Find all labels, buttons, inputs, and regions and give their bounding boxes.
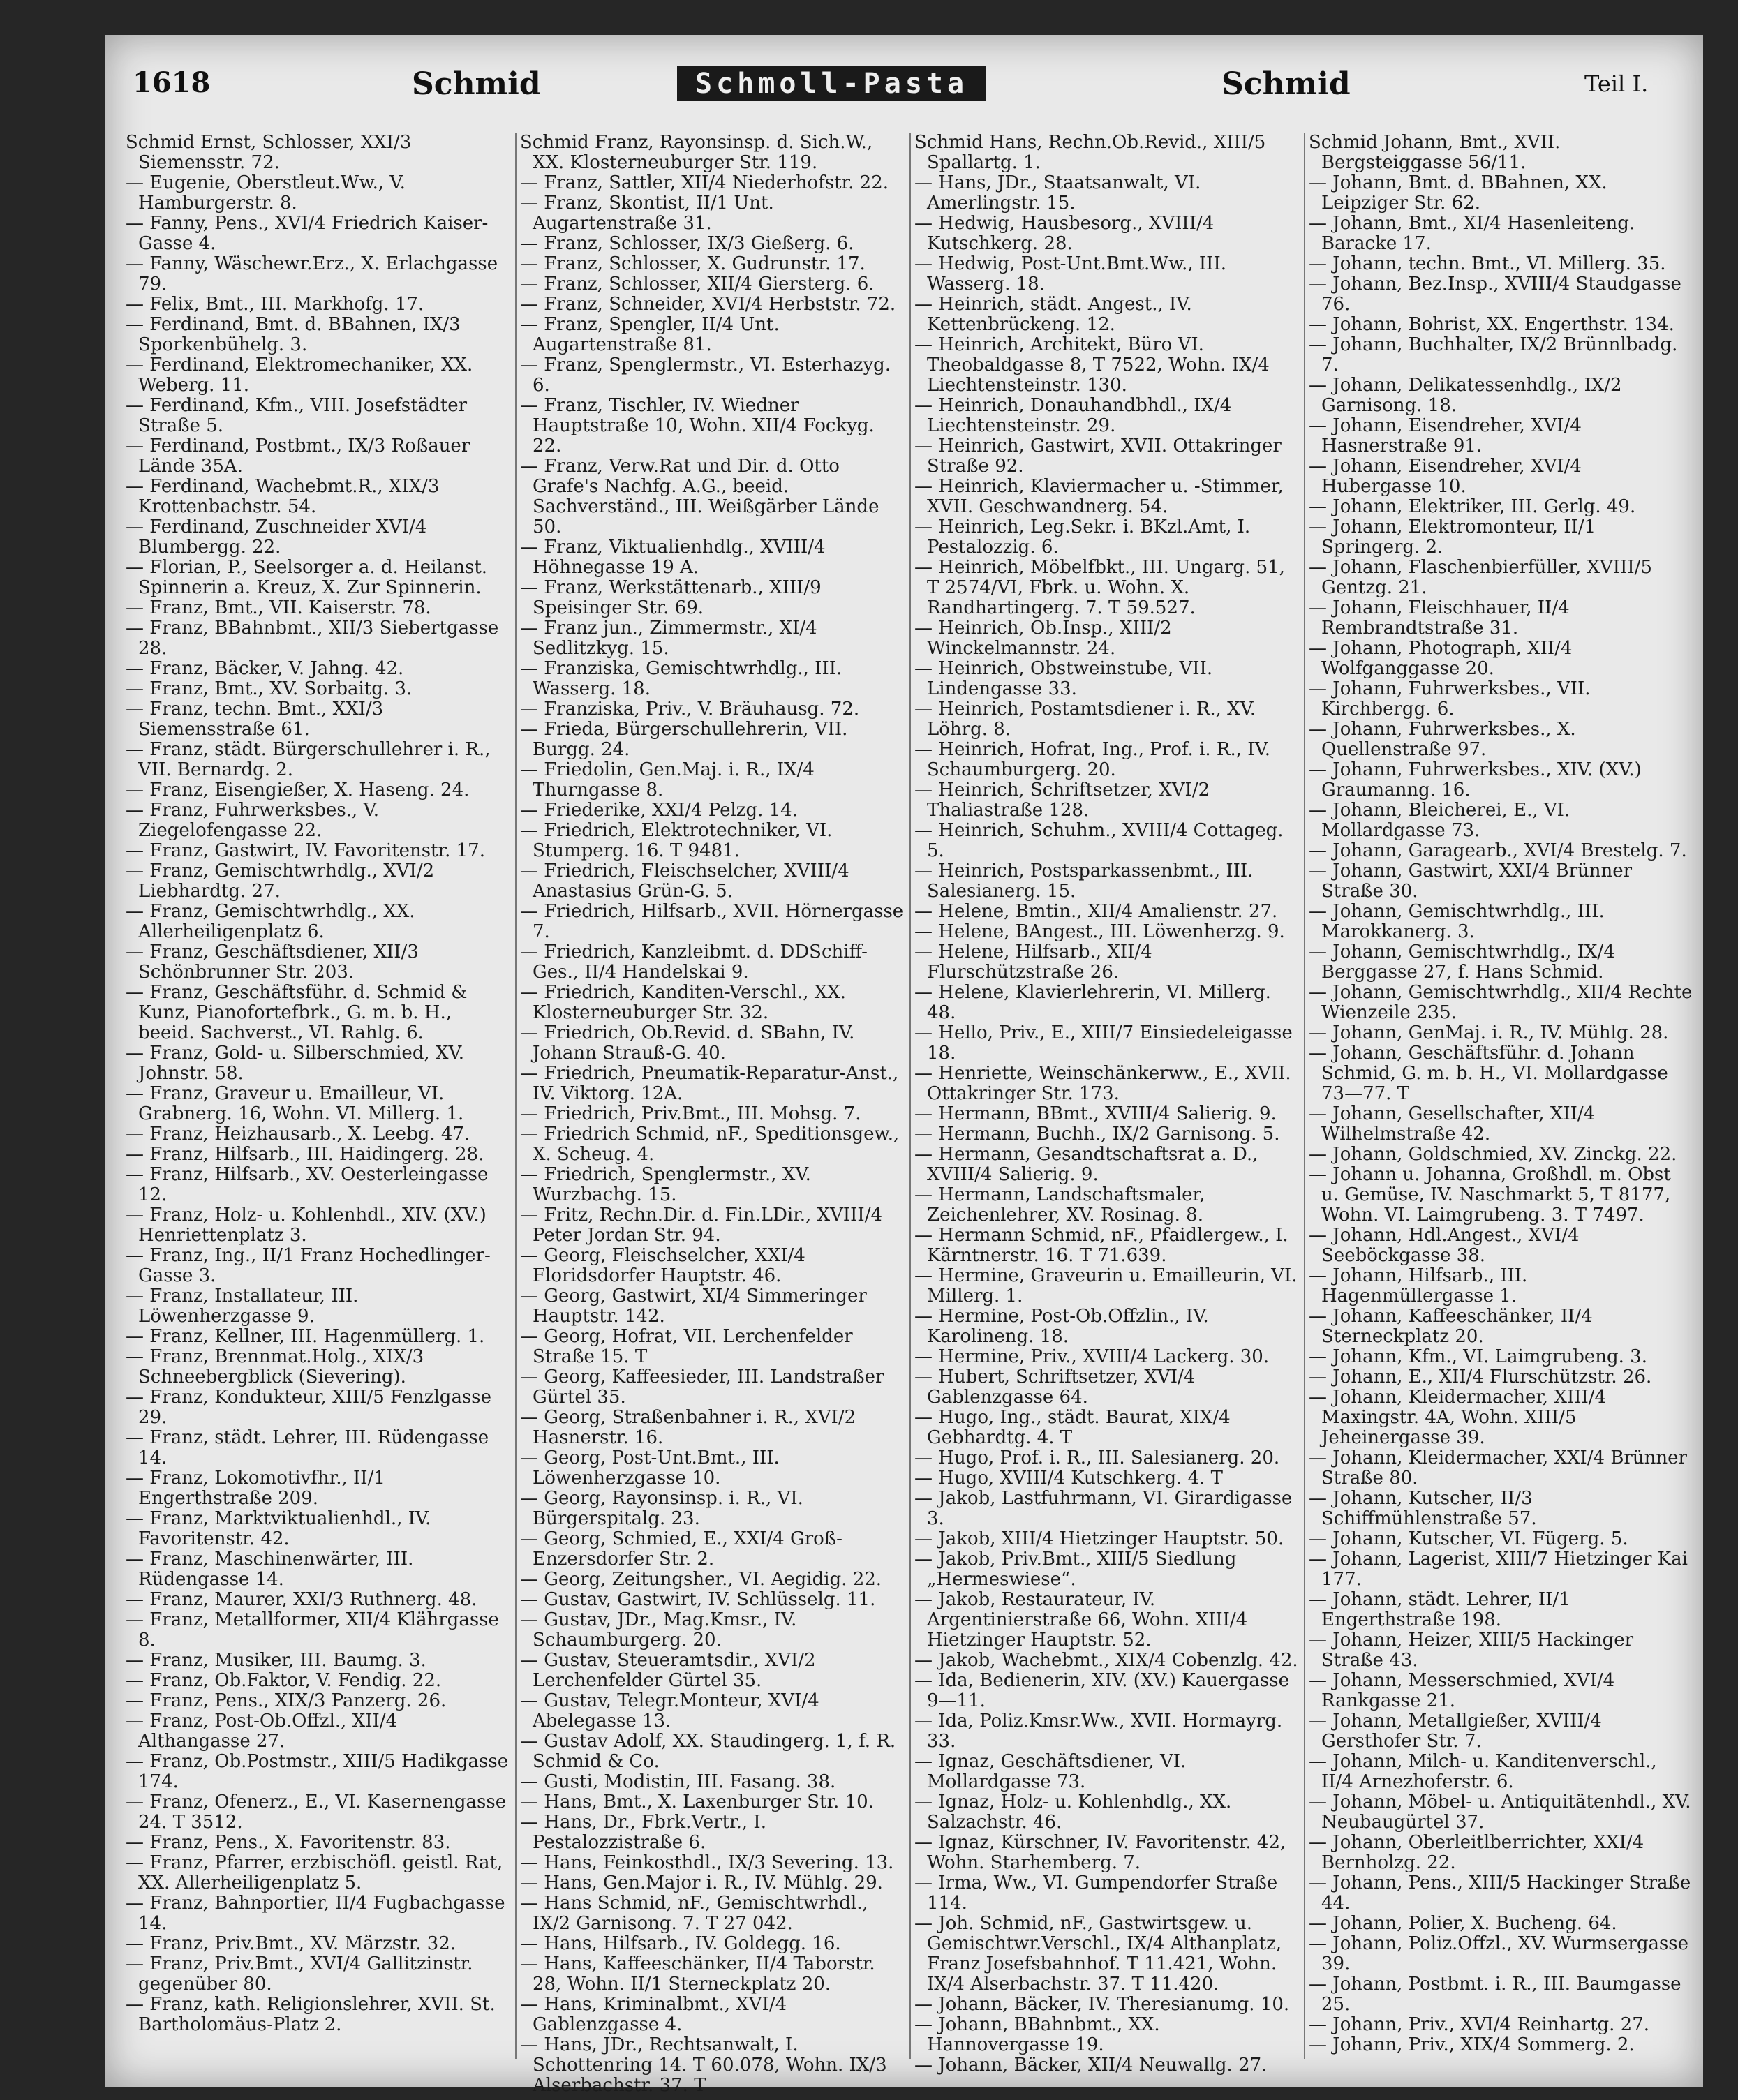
- directory-entry: Schmid Hans, Rechn.Ob.Revid., XIII/5 Spallartg. 1.: [914, 132, 1266, 173]
- directory-entry: — Hans, Dr., Fbrk.Vertr., I. Pestalozzistraße 6.: [520, 1812, 766, 1853]
- directory-entry: — Hedwig, Hausbesorg., XVIII/4 Kutschkerg. 28.: [914, 213, 1215, 254]
- directory-entry: — Franz, Ofenerz., E., VI. Kasernengasse 24. T 3512.: [126, 1792, 507, 1833]
- directory-entry: — Johann, Gastwirt, XXI/4 Brünner Straße 30.: [1309, 861, 1633, 902]
- directory-columns: [126, 132, 1693, 2096]
- directory-entry: — Georg, Hofrat, VII. Lerchenfelder Straße 15. T: [520, 1326, 853, 1367]
- directory-entry: — Heinrich, Schriftsetzer, XVI/2 Thaliastraße 128.: [914, 780, 1210, 821]
- directory-entry: — Franz, Ob.Postmstr., XIII/5 Hadikgasse 174.: [126, 1751, 509, 1792]
- directory-entry: — Johann, Bmt. d. BBahnen, XX. Leipziger Str. 62.: [1309, 172, 1607, 214]
- directory-entry: — Johann u. Johanna, Großhdl. m. Obst u. Gemüse, IV. Naschmarkt 5, T 8177, Wohn. VI. Laimgrubeng. 3. T 7497.: [1309, 1164, 1671, 1226]
- directory-entry: — Heinrich, Postamtsdiener i. R., XV. Löhrg. 8.: [914, 699, 1256, 740]
- directory-entry: — Hubert, Schriftsetzer, XVI/4 Gablenzgasse 64.: [914, 1367, 1196, 1408]
- directory-entry: — Franz, Bmt., VII. Kaiserstr. 78.: [126, 597, 431, 618]
- directory-entry: — Franz, Lokomotivfhr., II/1 Engerthstraße 209.: [126, 1468, 385, 1509]
- directory-entry: — Helene, Klavierlehrerin, VI. Millerg. 48.: [914, 982, 1271, 1023]
- directory-entry: — Ferdinand, Wachebmt.R., XIX/3 Krottenbachstr. 54.: [126, 476, 440, 517]
- directory-entry: — Franz, Installateur, III. Löwenherzgasse 9.: [126, 1286, 359, 1327]
- directory-entry: — Franz, Bmt., XV. Sorbaitg. 3.: [126, 678, 413, 699]
- directory-entry: — Johann, Milch- u. Kanditenverschl., II/4 Arnezhoferstr. 6.: [1309, 1751, 1657, 1792]
- directory-entry: — Ignaz, Holz- u. Kohlenhdlg., XX. Salzachstr. 46.: [914, 1792, 1232, 1833]
- directory-entry: — Johann, Bäcker, IV. Theresianumg. 10.: [914, 1994, 1290, 2015]
- directory-entry: — Johann, städt. Lehrer, II/1 Engerthstraße 198.: [1309, 1589, 1570, 1630]
- directory-entry: — Johann, GenMaj. i. R., IV. Mühlg. 28.: [1309, 1022, 1669, 1043]
- directory-entry: — Franz, Musiker, III. Baumg. 3.: [126, 1650, 426, 1671]
- directory-entry: — Hans, Hilfsarb., IV. Goldegg. 16.: [520, 1933, 841, 1954]
- directory-entry: — Heinrich, Gastwirt, XVII. Ottakringer Straße 92.: [914, 435, 1282, 477]
- directory-entry: — Hans, Bmt., X. Laxenburger Str. 10.: [520, 1792, 874, 1812]
- directory-entry: — Johann, Kutscher, VI. Fügerg. 5.: [1309, 1528, 1628, 1549]
- directory-entry: — Franz, Verw.Rat und Dir. d. Otto Grafe's Nachfg. A.G., beeid. Sachverständ., III. Weißgärber Lände 50.: [520, 456, 879, 537]
- directory-entry: — Johann, Postbmt. i. R., III. Baumgasse 25.: [1309, 1974, 1681, 2015]
- directory-entry: — Franz, Marktviktualienhdl., IV. Favoritenstr. 42.: [126, 1508, 431, 1549]
- directory-entry: — Franz, Skontist, II/1 Unt. Augartenstraße 31.: [520, 193, 774, 234]
- directory-entry: — Franz, städt. Lehrer, III. Rüdengasse 14.: [126, 1427, 489, 1468]
- directory-entry: — Franz, Eisengießer, X. Haseng. 24.: [126, 780, 470, 800]
- directory-entry: — Frieda, Bürgerschullehrerin, VII. Burgg. 24.: [520, 719, 848, 760]
- directory-entry: — Ignaz, Geschäftsdiener, VI. Mollardgasse 73.: [914, 1751, 1187, 1792]
- directory-entry: — Helene, Hilfsarb., XII/4 Flurschützstraße 26.: [914, 941, 1152, 983]
- directory-entry: — Hedwig, Post-Unt.Bmt.Ww., III. Wasserg. 18.: [914, 253, 1226, 295]
- directory-entry: — Hello, Priv., E., XIII/7 Einsiedeleigasse 18.: [914, 1022, 1293, 1064]
- directory-entry: — Hermann, Landschaftsmaler, Zeichenlehrer, XV. Rosinag. 8.: [914, 1184, 1205, 1226]
- directory-entry: — Hans Schmid, nF., Gemischtwrhdl., IX/2 Garnisong. 7. T 27 042.: [520, 1893, 868, 1934]
- directory-entry: — Johann, Hdl.Angest., XVI/4 Seeböckgasse 38.: [1309, 1225, 1580, 1266]
- directory-entry: — Johann, Bohrist, XX. Engerthstr. 134.: [1309, 314, 1674, 335]
- directory-page: [105, 35, 1703, 2096]
- directory-entry: — Florian, P., Seelsorger a. d. Heilanst. Spinnerin a. Kreuz, X. Zur Spinnerin.: [126, 557, 488, 598]
- directory-entry: — Franz, Bahnportier, II/4 Fugbachgasse 14.: [126, 1893, 505, 1934]
- directory-entry: — Franz, Gemischtwrhdlg., XX. Allerheiligenplatz 6.: [126, 901, 415, 942]
- directory-entry: — Johann, Buchhalter, IX/2 Brünnlbadg. 7.: [1309, 334, 1678, 375]
- column-4: [1309, 133, 1693, 2073]
- directory-entry: — Franz, Ing., II/1 Franz Hochedlinger-Gasse 3.: [126, 1245, 491, 1286]
- directory-entry: — Johann, Photograph, XII/4 Wolfganggasse 20.: [1309, 638, 1573, 679]
- directory-entry: — Johann, Goldschmied, XV. Zinckg. 22.: [1309, 1144, 1677, 1165]
- directory-entry: — Friedrich, Hilfsarb., XVII. Hörnergasse 7.: [520, 901, 904, 942]
- directory-entry: — Franz, Schlosser, IX/3 Gießerg. 6.: [520, 233, 854, 254]
- directory-entry: — Heinrich, Hofrat, Ing., Prof. i. R., IV. Schaumburgerg. 20.: [914, 739, 1271, 780]
- directory-entry: — Hans, JDr., Rechtsanwalt, I. Schottenring 14. T 60.078, Wohn. IX/3 Alserbachstr. 37. T: [520, 2034, 887, 2096]
- directory-entry: — Franz, Werkstättenarb., XIII/9 Speisinger Str. 69.: [520, 577, 822, 618]
- directory-entry: — Franz, Pens., XIX/3 Panzerg. 26.: [126, 1690, 447, 1711]
- directory-entry: — Franziska, Priv., V. Bräuhausg. 72.: [520, 699, 860, 720]
- directory-entry: — Johann, Bmt., XI/4 Hasenleiteng. Baracke 17.: [1309, 213, 1635, 254]
- directory-entry: Schmid Franz, Rayonsinsp. d. Sich.W., XX. Klosterneuburger Str. 119.: [520, 132, 873, 173]
- directory-entry: — Franz, Priv.Bmt., XVI/4 Gallitzinstr. gegenüber 80.: [126, 1953, 473, 1995]
- directory-entry: — Johann, Polier, X. Bucheng. 64.: [1309, 1913, 1617, 1934]
- directory-entry: — Heinrich, Ob.Insp., XIII/2 Winckelmannstr. 24.: [914, 618, 1172, 659]
- directory-entry: — Franz, Gemischtwrhdlg., XVI/2 Liebhardtg. 27.: [126, 861, 435, 902]
- directory-entry: — Franz, kath. Religionslehrer, XVII. St. Bartholomäus-Platz 2.: [126, 1994, 496, 2035]
- directory-entry: — Jakob, Wachebmt., XIX/4 Cobenzlg. 42.: [914, 1650, 1298, 1671]
- directory-entry: — Johann, Kleidermacher, XXI/4 Brünner Straße 80.: [1309, 1447, 1687, 1489]
- directory-entry: — Hugo, Prof. i. R., III. Salesianerg. 20.: [914, 1447, 1280, 1468]
- directory-entry: — Heinrich, Postsparkassenbmt., III. Salesianerg. 15.: [914, 861, 1254, 902]
- directory-entry: — Hugo, Ing., städt. Baurat, XIX/4 Gebhardtg. 4. T: [914, 1407, 1231, 1448]
- directory-entry: — Friedrich, Ob.Revid. d. SBahn, IV. Johann Strauß-G. 40.: [520, 1022, 855, 1064]
- directory-entry: — Johann, Fuhrwerksbes., X. Quellenstraße 97.: [1309, 719, 1576, 760]
- directory-entry: — Franz, BBahnbmt., XII/3 Siebertgasse 28.: [126, 618, 499, 659]
- directory-entry: — Franz, Spengler, II/4 Unt. Augartenstraße 81.: [520, 314, 780, 355]
- directory-entry: — Johann, Bez.Insp., XVIII/4 Staudgasse 76.: [1309, 274, 1681, 315]
- directory-entry: — Jakob, Lastfuhrmann, VI. Girardigasse 3.: [914, 1488, 1293, 1529]
- directory-entry: — Friedolin, Gen.Maj. i. R., IX/4 Thurngasse 8.: [520, 759, 815, 800]
- directory-entry: — Franz, Pfarrer, erzbischöfl. geistl. Rat, XX. Allerheiligenplatz 5.: [126, 1852, 503, 1893]
- directory-entry: — Franz, Tischler, IV. Wiedner Hauptstraße 10, Wohn. XII/4 Fockyg. 22.: [520, 395, 875, 456]
- directory-entry: — Joh. Schmid, nF., Gastwirtsgew. u. Gemischtwr.Verschl., IX/4 Althanplatz, Franz Josefsbahnhof. T 11.421, Wohn. IX/4 Alserbachstr. 37. T 11.420.: [914, 1913, 1282, 1995]
- column-3: [914, 132, 1298, 2076]
- directory-entry: — Georg, Rayonsinsp. i. R., VI. Bürgerspitalg. 23.: [520, 1488, 803, 1529]
- directory-entry: — Henriette, Weinschänkerww., E., XVII. Ottakringer Str. 173.: [914, 1063, 1291, 1104]
- directory-entry: — Georg, Gastwirt, XI/4 Simmeringer Hauptstr. 142.: [520, 1286, 867, 1327]
- header-name-left: Schmid: [412, 66, 541, 102]
- directory-entry: — Franz, Ob.Faktor, V. Fendig. 22.: [126, 1670, 442, 1691]
- directory-entry: — Friederike, XXI/4 Pelzg. 14.: [520, 800, 798, 821]
- directory-entry: — Georg, Fleischselcher, XXI/4 Floridsdorfer Hauptstr. 46.: [520, 1245, 805, 1286]
- directory-entry: — Johann, Garagearb., XVI/4 Brestelg. 7.: [1309, 840, 1687, 861]
- directory-entry: — Felix, Bmt., III. Markhofg. 17.: [126, 294, 424, 315]
- directory-entry: — Irma, Ww., VI. Gumpendorfer Straße 114.: [914, 1872, 1278, 1914]
- directory-entry: — Gusti, Modistin, III. Fasang. 38.: [520, 1771, 836, 1792]
- directory-entry: — Hermann, Gesandtschaftsrat a. D., XVIII/4 Salierig. 9.: [914, 1144, 1258, 1185]
- directory-entry: — Heinrich, städt. Angest., IV. Kettenbrückeng. 12.: [914, 294, 1192, 335]
- directory-entry: — Friedrich, Kanditen-Verschl., XX. Klosterneuburger Str. 32.: [520, 982, 847, 1023]
- directory-entry: — Franz, Spenglermstr., VI. Esterhazyg. 6.: [520, 355, 891, 396]
- directory-entry: — Fritz, Rechn.Dir. d. Fin.LDir., XVIII/4 Peter Jordan Str. 94.: [520, 1205, 882, 1246]
- directory-entry: — Franz, Hilfsarb., III. Haidingerg. 28.: [126, 1144, 484, 1165]
- directory-entry: — Johann, E., XII/4 Flurschützstr. 26.: [1309, 1367, 1652, 1387]
- directory-entry: — Fanny, Wäschewr.Erz., X. Erlachgasse 79.: [126, 253, 498, 295]
- directory-entry: — Franz, Brennmat.Holg., XIX/3 Schneebergblick (Sievering).: [126, 1346, 424, 1387]
- directory-entry: — Gustav, JDr., Mag.Kmsr., IV. Schaumburgerg. 20.: [520, 1609, 797, 1651]
- directory-entry: — Johann, BBahnbmt., XX. Hannovergasse 19.: [914, 2014, 1160, 2055]
- directory-entry: — Johann, Fuhrwerksbes., VII. Kirchbergg. 6.: [1309, 678, 1591, 720]
- directory-entry: — Gustav, Telegr.Monteur, XVI/4 Abelegasse 13.: [520, 1690, 819, 1732]
- directory-entry: — Heinrich, Architekt, Büro VI. Theobaldgasse 8, T 7522, Wohn. IX/4 Liechtensteinstr. 130.: [914, 334, 1270, 396]
- directory-entry: — Franz, Geschäftsdiener, XII/3 Schönbrunner Str. 203.: [126, 941, 419, 983]
- directory-entry: — Johann, techn. Bmt., VI. Millerg. 35.: [1309, 253, 1666, 274]
- directory-entry: — Franz, Metallformer, XII/4 Klährgasse 8.: [126, 1609, 499, 1651]
- directory-entry: — Eugenie, Oberstleut.Ww., V. Hamburgerstr. 8.: [126, 172, 406, 214]
- directory-entry: — Franz, Fuhrwerksbes., V. Ziegelofengasse 22.: [126, 800, 379, 841]
- directory-entry: — Friedrich, Spenglermstr., XV. Wurzbachg. 15.: [520, 1164, 811, 1205]
- directory-entry: — Friedrich, Priv.Bmt., III. Mohsg. 7.: [520, 1103, 861, 1124]
- directory-entry: — Ferdinand, Zuschneider XVI/4 Blumbergg. 22.: [126, 516, 427, 558]
- directory-entry: — Johann, Fleischhauer, II/4 Rembrandtstraße 31.: [1309, 597, 1570, 639]
- directory-entry: — Heinrich, Klaviermacher u. -Stimmer, XVII. Geschwandnerg. 54.: [914, 476, 1284, 517]
- directory-entry: — Johann, Elektromonteur, II/1 Springerg. 2.: [1309, 516, 1596, 558]
- directory-entry: — Hans, JDr., Staatsanwalt, VI. Amerlingstr. 15.: [914, 172, 1201, 214]
- directory-entry: — Franz, Gastwirt, IV. Favoritenstr. 17.: [126, 840, 485, 861]
- directory-entry: — Franziska, Gemischtwrhdlg., III. Wasserg. 18.: [520, 658, 842, 699]
- directory-entry: Schmid Ernst, Schlosser, XXI/3 Siemensstr. 72.: [126, 132, 412, 173]
- directory-entry: — Georg, Post-Unt.Bmt., III. Löwenherzgasse 10.: [520, 1447, 780, 1489]
- directory-entry: — Ferdinand, Bmt. d. BBahnen, IX/3 Sporkenbühelg. 3.: [126, 314, 461, 355]
- directory-entry: — Ferdinand, Kfm., VIII. Josefstädter Straße 5.: [126, 395, 468, 436]
- directory-entry: — Helene, BAngest., III. Löwenherzg. 9.: [914, 921, 1285, 942]
- directory-entry: — Franz, Kondukteur, XIII/5 Fenzlgasse 29.: [126, 1387, 492, 1428]
- directory-entry: — Ida, Bedienerin, XIV. (XV.) Kauergasse 9—11.: [914, 1670, 1289, 1711]
- directory-entry: — Gustav Adolf, XX. Staudingerg. 1, f. R. Schmid & Co.: [520, 1731, 896, 1772]
- directory-entry: — Hans, Kaffeeschänker, II/4 Taborstr. 28, Wohn. II/1 Sterneckplatz 20.: [520, 1953, 875, 1995]
- directory-entry: — Hermine, Graveurin u. Emailleurin, VI. Millerg. 1.: [914, 1265, 1298, 1306]
- directory-entry: — Hermann Schmid, nF., Pfaidlergew., I. Kärntnerstr. 16. T 71.639.: [914, 1225, 1288, 1266]
- directory-entry: — Franz, Schneider, XVI/4 Herbststr. 72.: [520, 294, 896, 315]
- directory-entry: — Franz, Post-Ob.Offzl., XII/4 Althangasse 27.: [126, 1711, 398, 1752]
- directory-entry: — Georg, Schmied, E., XXI/4 Groß-Enzersdorfer Str. 2.: [520, 1528, 842, 1570]
- directory-entry: — Gustav, Steueramtsdir., XVI/2 Lerchenfelder Gürtel 35.: [520, 1650, 816, 1691]
- directory-entry: — Johann, Delikatessenhdlg., IX/2 Garnisong. 18.: [1309, 375, 1622, 416]
- directory-entry: — Ida, Poliz.Kmsr.Ww., XVII. Hormayrg. 33.: [914, 1711, 1283, 1752]
- directory-entry: — Hans, Gen.Major i. R., IV. Mühlg. 29.: [520, 1872, 883, 1893]
- directory-entry: — Franz, Graveur u. Emailleur, VI. Grabnerg. 16, Wohn. VI. Millerg. 1.: [126, 1083, 464, 1124]
- directory-entry: — Ferdinand, Elektromechaniker, XX. Weberg. 11.: [126, 355, 473, 396]
- directory-entry: — Johann, Kfm., VI. Laimgrubeng. 3.: [1309, 1346, 1647, 1367]
- directory-entry: — Friedrich, Pneumatik-Reparatur-Anst., IV. Viktorg. 12A.: [520, 1063, 899, 1104]
- directory-entry: — Johann, Eisendreher, XVI/4 Hubergasse 10.: [1309, 456, 1582, 497]
- directory-entry: — Ferdinand, Postbmt., IX/3 Roßauer Lände 35A.: [126, 435, 470, 477]
- directory-entry: — Johann, Bleicherei, E., VI. Mollardgasse 73.: [1309, 800, 1570, 841]
- page-number: 1618: [133, 66, 211, 99]
- directory-entry: — Hermann, Buchh., IX/2 Garnisong. 5.: [914, 1124, 1280, 1145]
- directory-entry: — Jakob, Restaurateur, IV. Argentinierstraße 66, Wohn. XIII/4 Hietzinger Hauptstr. 52.: [914, 1589, 1248, 1651]
- directory-entry: — Johann, Oberleitlberrichter, XXI/4 Bernholzg. 22.: [1309, 1832, 1644, 1873]
- directory-entry: — Johann, Kleidermacher, XIII/4 Maxingstr. 4A, Wohn. XIII/5 Jeheinergasse 39.: [1309, 1387, 1607, 1448]
- directory-entry: — Heinrich, Möbelfbkt., III. Ungarg. 51, T 2574/VI, Fbrk. u. Wohn. X. Randhartingerg. 7. T 59.527.: [914, 557, 1285, 618]
- directory-entry: — Franz, Schlosser, XII/4 Giersterg. 6.: [520, 274, 875, 295]
- directory-entry: — Johann, Bäcker, XII/4 Neuwallg. 27.: [914, 2055, 1268, 2076]
- directory-entry: — Gustav, Gastwirt, IV. Schlüsselg. 11.: [520, 1589, 876, 1610]
- directory-entry: — Johann, Priv., XIX/4 Sommerg. 2.: [1309, 2034, 1635, 2055]
- directory-entry: — Franz, Viktualienhdlg., XVIII/4 Höhnegasse 19 A.: [520, 537, 826, 578]
- directory-entry: — Hermann, BBmt., XVIII/4 Salierig. 9.: [914, 1103, 1277, 1124]
- directory-entry: — Franz, Hilfsarb., XV. Oesterleingasse 12.: [126, 1164, 489, 1205]
- directory-entry: — Franz, Maschinenwärter, III. Rüdengasse 14.: [126, 1549, 414, 1590]
- directory-entry: — Hermine, Priv., XVIII/4 Lackerg. 30.: [914, 1346, 1270, 1367]
- directory-entry: — Heinrich, Schuhm., XVIII/4 Cottageg. 5.: [914, 820, 1284, 861]
- header-part: Teil I.: [1584, 70, 1649, 97]
- directory-entry: — Johann, Heizer, XIII/5 Hackinger Straße 43.: [1309, 1630, 1634, 1671]
- directory-entry: — Johann, Elektriker, III. Gerlg. 49.: [1309, 496, 1636, 517]
- directory-entry: — Johann, Hilfsarb., III. Hagenmüllergasse 1.: [1309, 1265, 1528, 1306]
- directory-entry: — Heinrich, Leg.Sekr. i. BKzl.Amt, I. Pestalozzig. 6.: [914, 516, 1251, 558]
- directory-entry: — Hans, Kriminalbmt., XVI/4 Gablenzgasse 4.: [520, 1994, 787, 2035]
- directory-entry: — Franz, Schlosser, X. Gudrunstr. 17.: [520, 253, 866, 274]
- directory-entry: — Franz, Bäcker, V. Jahng. 42.: [126, 658, 404, 679]
- directory-entry: — Heinrich, Obstweinstube, VII. Lindengasse 33.: [914, 658, 1213, 699]
- directory-entry: — Franz, Geschäftsführ. d. Schmid & Kunz, Pianofortefbrk., G. m. b. H., beeid. Sachverst., VI. Rahlg. 6.: [126, 982, 468, 1043]
- directory-entry: — Georg, Kaffeesieder, III. Landstraßer Gürtel 35.: [520, 1367, 884, 1408]
- page-header: [105, 66, 1703, 115]
- directory-entry: — Franz, Heizhausarb., X. Leebg. 47.: [126, 1124, 470, 1145]
- directory-entry: — Johann, Messerschmied, XVI/4 Rankgasse 21.: [1309, 1670, 1615, 1711]
- directory-entry: — Hans, Feinkosthdl., IX/3 Severing. 13.: [520, 1852, 894, 1873]
- directory-entry: — Johann, Flaschenbierfüller, XVIII/5 Gentzg. 21.: [1309, 557, 1652, 598]
- directory-entry: — Johann, Eisendreher, XVI/4 Hasnerstraße 91.: [1309, 415, 1582, 456]
- directory-entry: — Georg, Zeitungsher., VI. Aegidig. 22.: [520, 1569, 882, 1590]
- directory-entry: — Friedrich Schmid, nF., Speditionsgew., X. Scheug. 4.: [520, 1124, 900, 1165]
- directory-entry: — Franz, Holz- u. Kohlenhdl., XIV. (XV.) Henriettenplatz 3.: [126, 1205, 487, 1246]
- directory-entry: — Jakob, Priv.Bmt., XIII/5 Siedlung „Hermeswiese“.: [914, 1549, 1237, 1590]
- directory-entry: — Heinrich, Donauhandbhdl., IX/4 Liechtensteinstr. 29.: [914, 395, 1232, 436]
- directory-entry: — Ignaz, Kürschner, IV. Favoritenstr. 42, Wohn. Starhemberg. 7.: [914, 1832, 1286, 1873]
- directory-entry: — Friedrich, Fleischselcher, XVIII/4 Anastasius Grün-G. 5.: [520, 861, 849, 902]
- directory-entry: — Johann, Metallgießer, XVIII/4 Gersthofer Str. 7.: [1309, 1711, 1602, 1752]
- directory-entry: Schmid Johann, Bmt., XVII. Bergsteiggasse 56/11.: [1309, 132, 1561, 173]
- directory-entry: — Johann, Lagerist, XIII/7 Hietzinger Kai 177.: [1309, 1549, 1688, 1590]
- directory-entry: — Franz, Priv.Bmt., XV. Märzstr. 32.: [126, 1933, 456, 1954]
- directory-entry: — Johann, Kutscher, II/3 Schiffmühlenstraße 57.: [1309, 1488, 1537, 1529]
- directory-entry: — Franz, städt. Bürgerschullehrer i. R., VII. Bernardg. 2.: [126, 739, 491, 780]
- header-name-right: Schmid: [1221, 66, 1351, 102]
- directory-entry: — Helene, Bmtin., XII/4 Amalienstr. 27.: [914, 901, 1278, 922]
- directory-entry: — Johann, Möbel- u. Antiquitätenhdl., XV. Neubaugürtel 37.: [1309, 1792, 1691, 1833]
- directory-entry: — Johann, Gemischtwrhdlg., XII/4 Rechte Wienzeile 235.: [1309, 982, 1693, 1023]
- directory-entry: — Georg, Straßenbahner i. R., XVI/2 Hasnerstr. 16.: [520, 1407, 856, 1448]
- directory-entry: — Johann, Pens., XIII/5 Hackinger Straße 44.: [1309, 1872, 1691, 1914]
- directory-entry: — Johann, Priv., XVI/4 Reinhartg. 27.: [1309, 2014, 1650, 2035]
- directory-entry: — Franz, Maurer, XXI/3 Ruthnerg. 48.: [126, 1589, 477, 1610]
- directory-entry: — Johann, Gesellschafter, XII/4 Wilhelmstraße 42.: [1309, 1103, 1596, 1145]
- directory-entry: — Jakob, XIII/4 Hietzinger Hauptstr. 50.: [914, 1528, 1284, 1549]
- directory-entry: — Franz, Gold- u. Silberschmied, XV. Johnstr. 58.: [126, 1043, 464, 1084]
- directory-entry: — Franz jun., Zimmermstr., XI/4 Sedlitzkyg. 15.: [520, 618, 817, 659]
- directory-entry: — Franz, Pens., X. Favoritenstr. 83.: [126, 1832, 451, 1853]
- directory-entry: — Hugo, XVIII/4 Kutschkerg. 4. T: [914, 1468, 1224, 1489]
- directory-entry: — Friedrich, Kanzleibmt. d. DDSchiff-Ges., II/4 Handelskai 9.: [520, 941, 868, 983]
- directory-entry: — Johann, Gemischtwrhdlg., IX/4 Berggasse 27, f. Hans Schmid.: [1309, 941, 1615, 983]
- directory-entry: — Johann, Geschäftsführ. d. Johann Schmid, G. m. b. H., VI. Mollardgasse 73—77. T: [1309, 1043, 1668, 1104]
- directory-entry: — Hermine, Post-Ob.Offzlin., IV. Karolineng. 18.: [914, 1306, 1209, 1347]
- directory-entry: — Johann, Kaffeeschänker, II/4 Sterneckplatz 20.: [1309, 1306, 1593, 1347]
- column-1: [126, 133, 510, 2073]
- directory-entry: — Franz, Sattler, XII/4 Niederhofstr. 22.: [520, 172, 889, 193]
- header-name-range: Schmoll-Pasta: [677, 66, 986, 101]
- directory-entry: — Franz, techn. Bmt., XXI/3 Siemensstraße 61.: [126, 699, 384, 740]
- directory-entry: — Friedrich, Elektrotechniker, VI. Stumperg. 16. T 9481.: [520, 820, 833, 861]
- directory-entry: — Franz, Kellner, III. Hagenmüllerg. 1.: [126, 1326, 485, 1347]
- directory-entry: — Johann, Poliz.Offzl., XV. Wurmsergasse 39.: [1309, 1933, 1689, 1974]
- directory-entry: — Johann, Fuhrwerksbes., XIV. (XV.) Graumanng. 16.: [1309, 759, 1642, 800]
- directory-entry: — Fanny, Pens., XVI/4 Friedrich Kaiser-Gasse 4.: [126, 213, 489, 254]
- directory-entry: — Johann, Gemischtwrhdlg., III. Marokkanerg. 3.: [1309, 901, 1605, 942]
- column-2: [520, 132, 904, 2096]
